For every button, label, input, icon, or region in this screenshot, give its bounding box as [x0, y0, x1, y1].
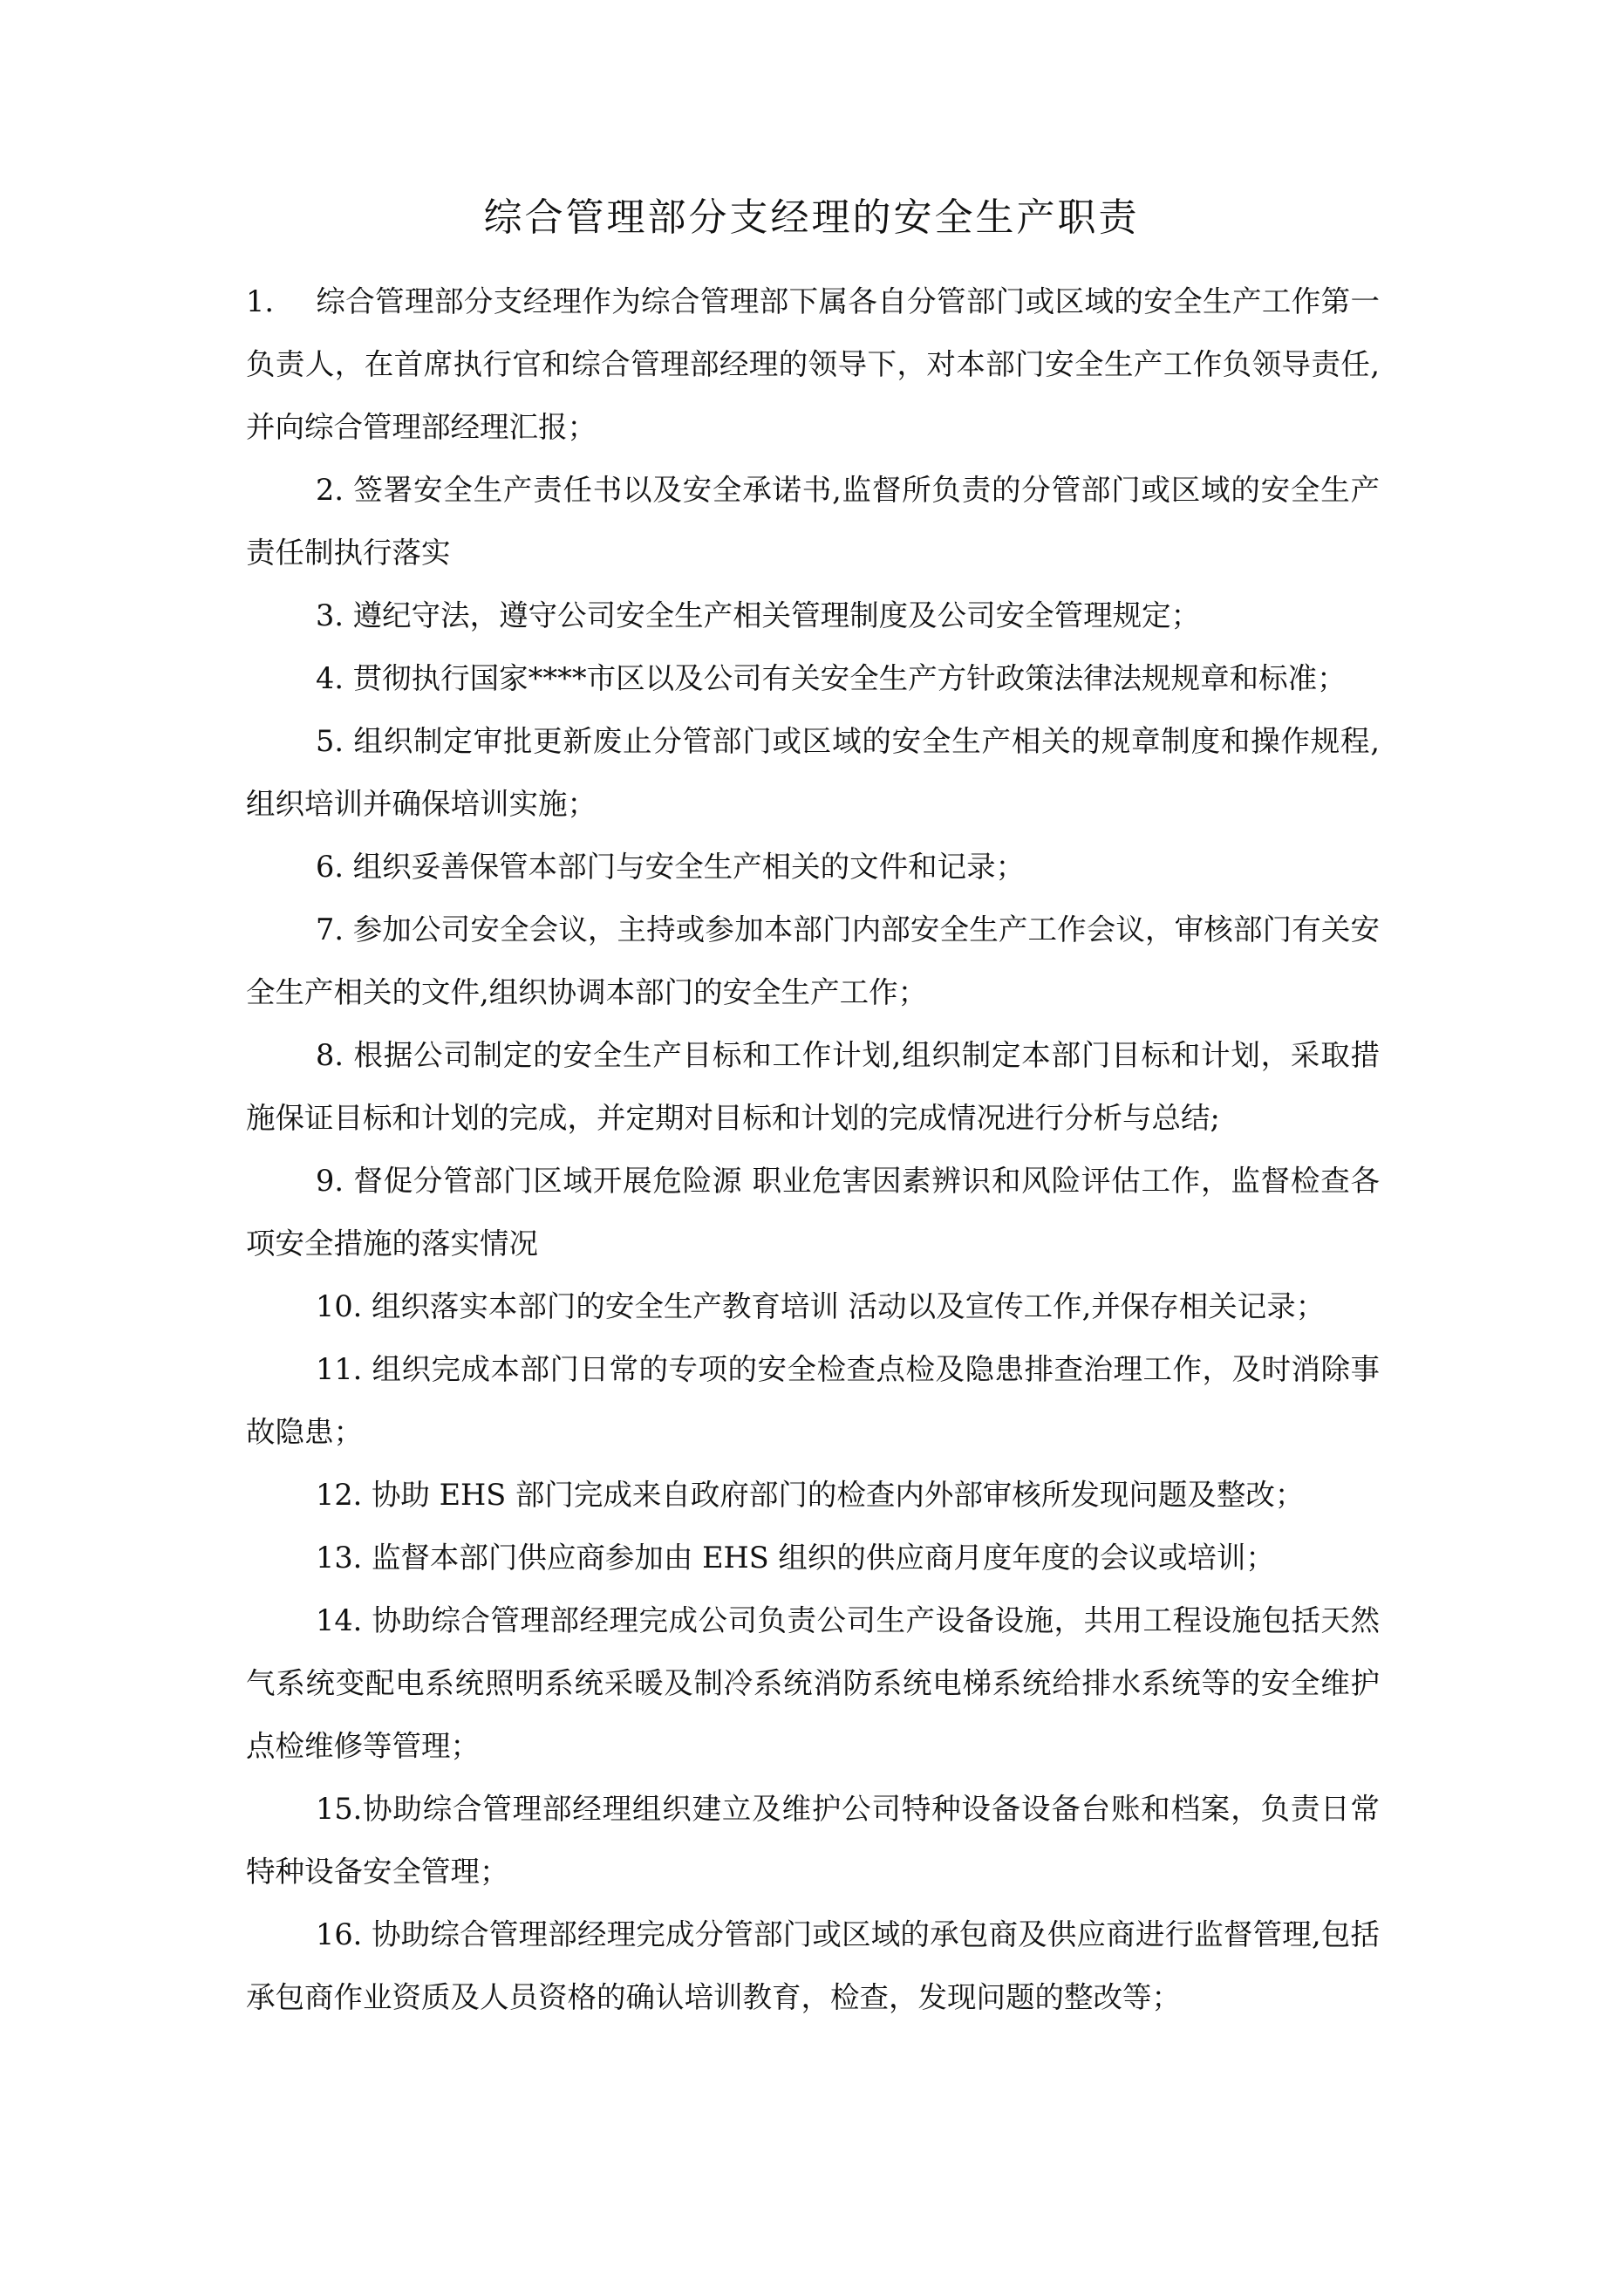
item-text: 参加公司安全会议，主持或参加本部门内部安全生产工作会议，审核部门有关安全生产相关的文件,组织协调本部门的安全生产工作；	[246, 912, 1380, 1009]
item-text: 协助综合管理部经理完成公司负责公司生产设备设施，共用工程设施包括天然气系统变配电系统照明系统采暖及制冷系统消防系统电梯系统给排水系统等的安全维护点检维修等管理；	[246, 1603, 1380, 1763]
item-text: 协助综合管理部经理组织建立及维护公司特种设备设备台账和档案，负责日常特种设备安全管理；	[246, 1792, 1380, 1889]
list-item	[246, 459, 1380, 584]
item-text: 根据公司制定的安全生产目标和工作计划,组织制定本部门目标和计划，采取措施保证目标和计划的完成，并定期对目标和计划的完成情况进行分析与总结;	[246, 1038, 1380, 1135]
list-item	[246, 710, 1380, 836]
list-item	[246, 1150, 1380, 1275]
item-number: 9.	[316, 1164, 344, 1198]
item-text: 协助综合管理部经理完成分管部门或区域的承包商及供应商进行监督管理,包括承包商作业资质及人员资格的确认培训教育，检查，发现问题的整改等；	[246, 1917, 1380, 2014]
list-item	[246, 1464, 1380, 1527]
item-number: 10.	[316, 1289, 363, 1323]
item-text: 协助 EHS 部门完成来自政府部门的检查内外部审核所发现问题及整改；	[371, 1478, 1305, 1512]
item-text: 监督本部门供应商参加由 EHS 组织的供应商月度年度的会议或培训；	[371, 1541, 1275, 1575]
item-number: 5.	[316, 724, 344, 758]
document-title: 综合管理部分支经理的安全生产职责	[483, 195, 1140, 240]
item-text: 签署安全生产责任书以及安全承诺书,监督所负责的分管部门或区域的安全生产责任制执行落实	[246, 473, 1380, 570]
item-text: 遵纪守法，遵守公司安全生产相关管理制度及公司安全管理规定；	[352, 598, 1201, 632]
item-number: 11.	[316, 1352, 363, 1386]
item-number: 16.	[316, 1917, 363, 1951]
item-text: 组织落实本部门的安全生产教育培训 活动以及宣传工作,并保存相关记录；	[371, 1289, 1326, 1323]
list-item	[246, 1903, 1380, 2029]
item-number: 3.	[316, 598, 344, 632]
list-item	[246, 1778, 1380, 1903]
list-item	[246, 1275, 1380, 1338]
list-item	[246, 1527, 1380, 1589]
item-number: 8.	[316, 1038, 344, 1072]
item-text: 贯彻执行国家****市区以及公司有关安全生产方针政策法律法规规章和标准；	[352, 661, 1347, 695]
item-text: 组织完成本部门日常的专项的安全检查点检及隐患排查治理工作，及时消除事故隐患；	[246, 1352, 1380, 1449]
list-item	[246, 647, 1380, 710]
item-number: 2.	[316, 473, 344, 507]
list-item	[246, 899, 1380, 1024]
list-item	[246, 584, 1380, 647]
list-item	[246, 1589, 1380, 1778]
item-text: 督促分管部门区域开展危险源 职业危害因素辨识和风险评估工作，监督检查各项安全措施的落实情况	[246, 1164, 1380, 1261]
item-text: 综合管理部分支经理作为综合管理部下属各自分管部门或区域的安全生产工作第一负责人，在首席执行官和综合管理部经理的领导下，对本部门安全生产工作负领导责任,并向综合管理部经理汇报；	[246, 284, 1380, 444]
list-item	[246, 1024, 1380, 1150]
item-number: 14.	[316, 1603, 363, 1637]
item-number: 6.	[316, 850, 344, 884]
item-number: 15.	[316, 1792, 363, 1826]
list-item	[246, 270, 1380, 459]
list-item	[246, 1338, 1380, 1464]
item-number: 1.	[246, 284, 274, 318]
item-number: 12.	[316, 1478, 363, 1512]
item-number: 4.	[316, 661, 344, 695]
responsibility-list	[246, 270, 1380, 2029]
list-item	[246, 836, 1380, 899]
item-text: 组织妥善保管本部门与安全生产相关的文件和记录；	[352, 850, 1026, 884]
item-text: 组织制定审批更新废止分管部门或区域的安全生产相关的规章制度和操作规程,组织培训并确保培训实施；	[246, 724, 1380, 821]
item-number: 13.	[316, 1541, 363, 1575]
item-number: 7.	[316, 912, 344, 946]
